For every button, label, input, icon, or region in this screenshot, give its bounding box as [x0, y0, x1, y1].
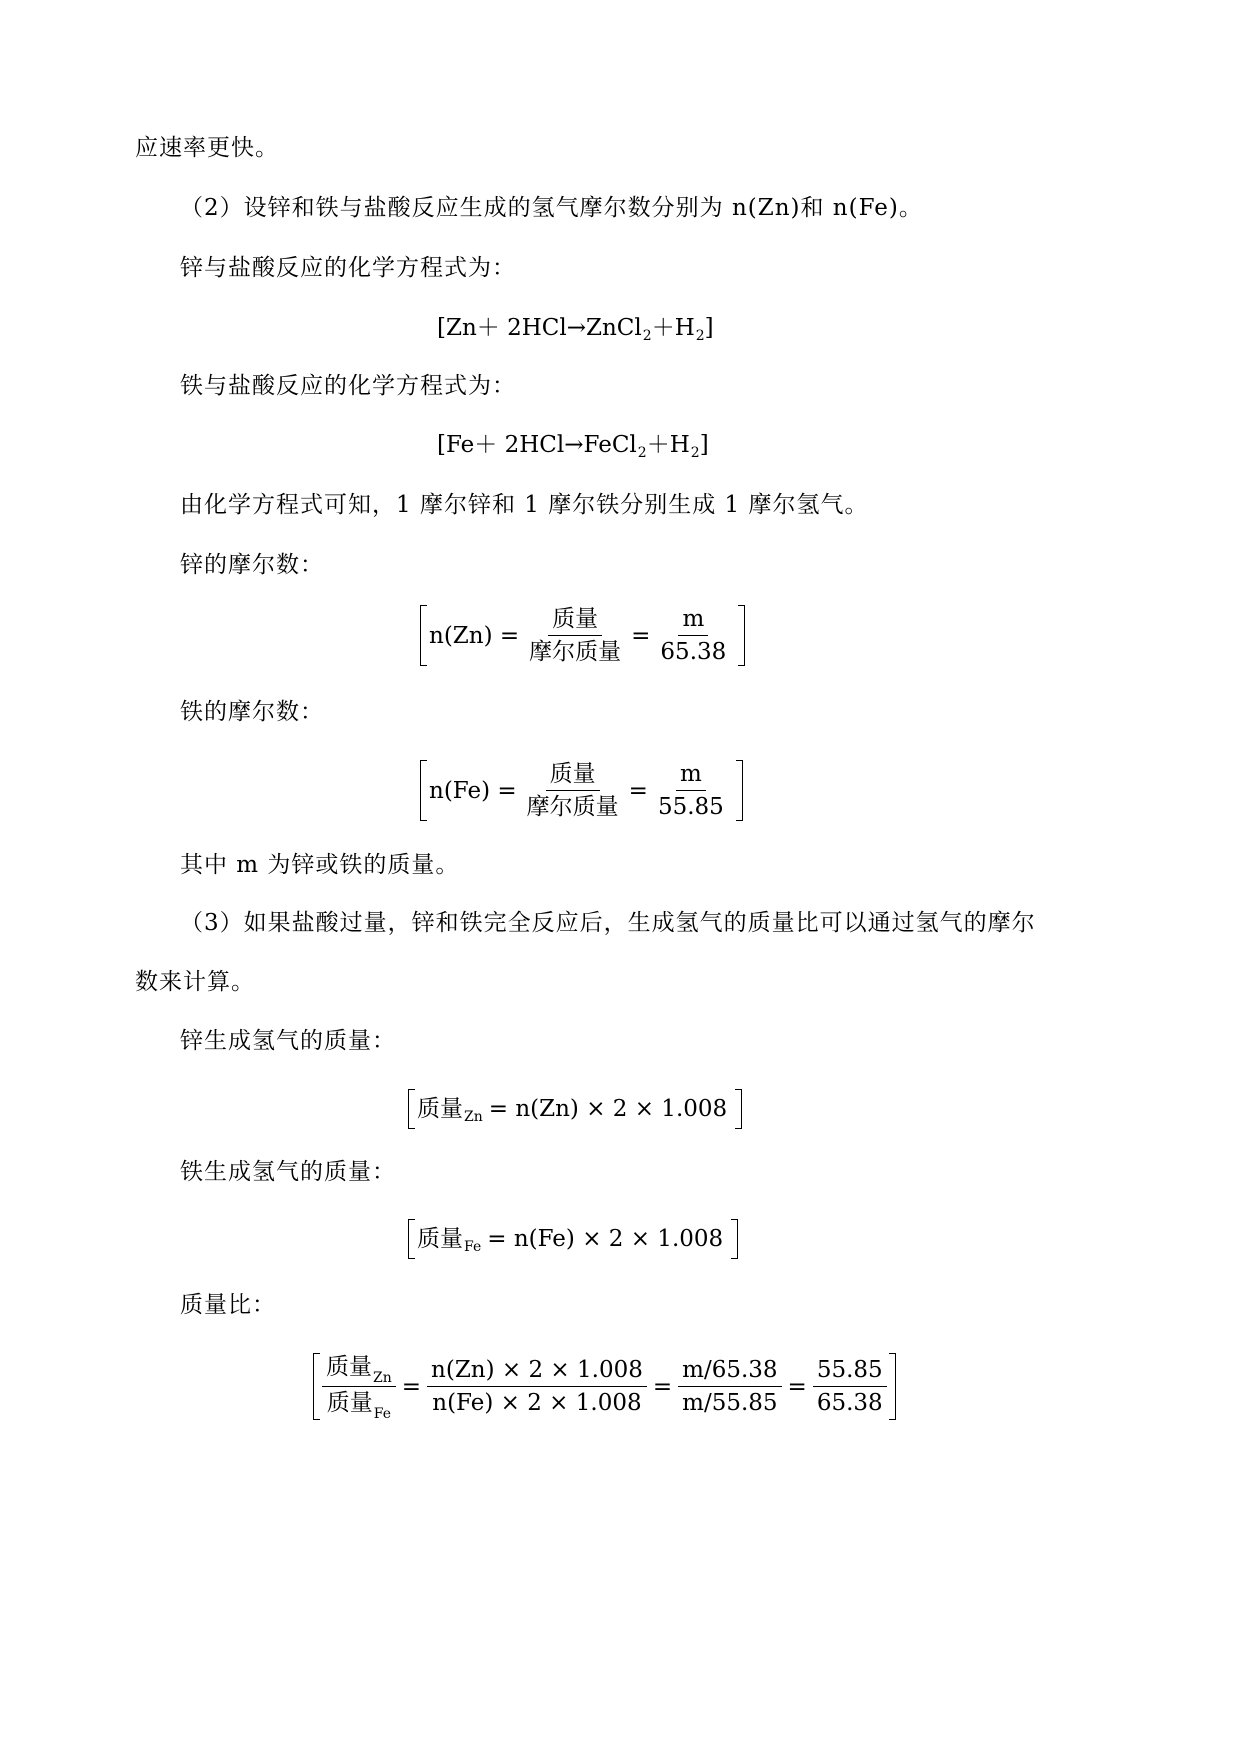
equation-zn-h2-mass: 质量 Zn = n(Zn) × 2 × 1.008 [408, 1089, 742, 1129]
text-line-3: 锌与盐酸反应的化学方程式为： [180, 255, 516, 281]
equation-fe-h2-mass: 质量 Fe = n(Fe) × 2 × 1.008 [408, 1219, 738, 1259]
text-line-7: 铁的摩尔数： [180, 699, 324, 725]
text-line-9: （3）如果盐酸过量，锌和铁完全反应后，生成氢气的质量比可以通过氢气的摩尔 [180, 910, 1036, 936]
equation-zn-moles: n(Zn) = $\frac{\text{质量}}{\text{摩尔质量}}$ = $\frac{m}{65.38}$ [420, 605, 745, 666]
text-line-13: 质量比： [180, 1292, 276, 1318]
text-line-8: 其中 m 为锌或铁的质量。 [180, 852, 460, 878]
equation-zn-hcl: [ Zn＋ 2HCl→ZnCl 2 ＋H 2 ] [437, 315, 714, 344]
equation-mass-ratio: $\frac{质量_{Zn}}{质量_{Fe}}$ = $\frac{n(Zn) \times 2 \times 1.008}{n(Fe) \times 2 \times 1.008}$ = $\frac{m/65.38}{m/55.85}$ = $\frac{55.85}{65.38}$ [313, 1353, 896, 1420]
text-line-5: 由化学方程式可知，1 摩尔锌和 1 摩尔铁分别生成 1 摩尔氢气。 [180, 492, 869, 518]
text-line-4: 铁与盐酸反应的化学方程式为： [180, 373, 516, 399]
text-line-11: 锌生成氢气的质量： [180, 1028, 396, 1054]
text-line-2: （2）设锌和铁与盐酸反应生成的氢气摩尔数分别为 n(Zn)和 n(Fe)。 [180, 195, 923, 221]
text-line-10: 数来计算。 [135, 969, 255, 995]
text-line-1: 应速率更快。 [135, 135, 279, 161]
equation-fe-hcl: [ Fe＋ 2HCl→FeCl 2 ＋H 2 ] [437, 432, 709, 461]
text-line-12: 铁生成氢气的质量： [180, 1159, 396, 1185]
equation-fe-moles: n(Fe) = $\frac{\text{质量}}{\text{摩尔质量}}$ = $\frac{m}{55.85}$ [420, 760, 743, 821]
text-line-6: 锌的摩尔数： [180, 552, 324, 578]
